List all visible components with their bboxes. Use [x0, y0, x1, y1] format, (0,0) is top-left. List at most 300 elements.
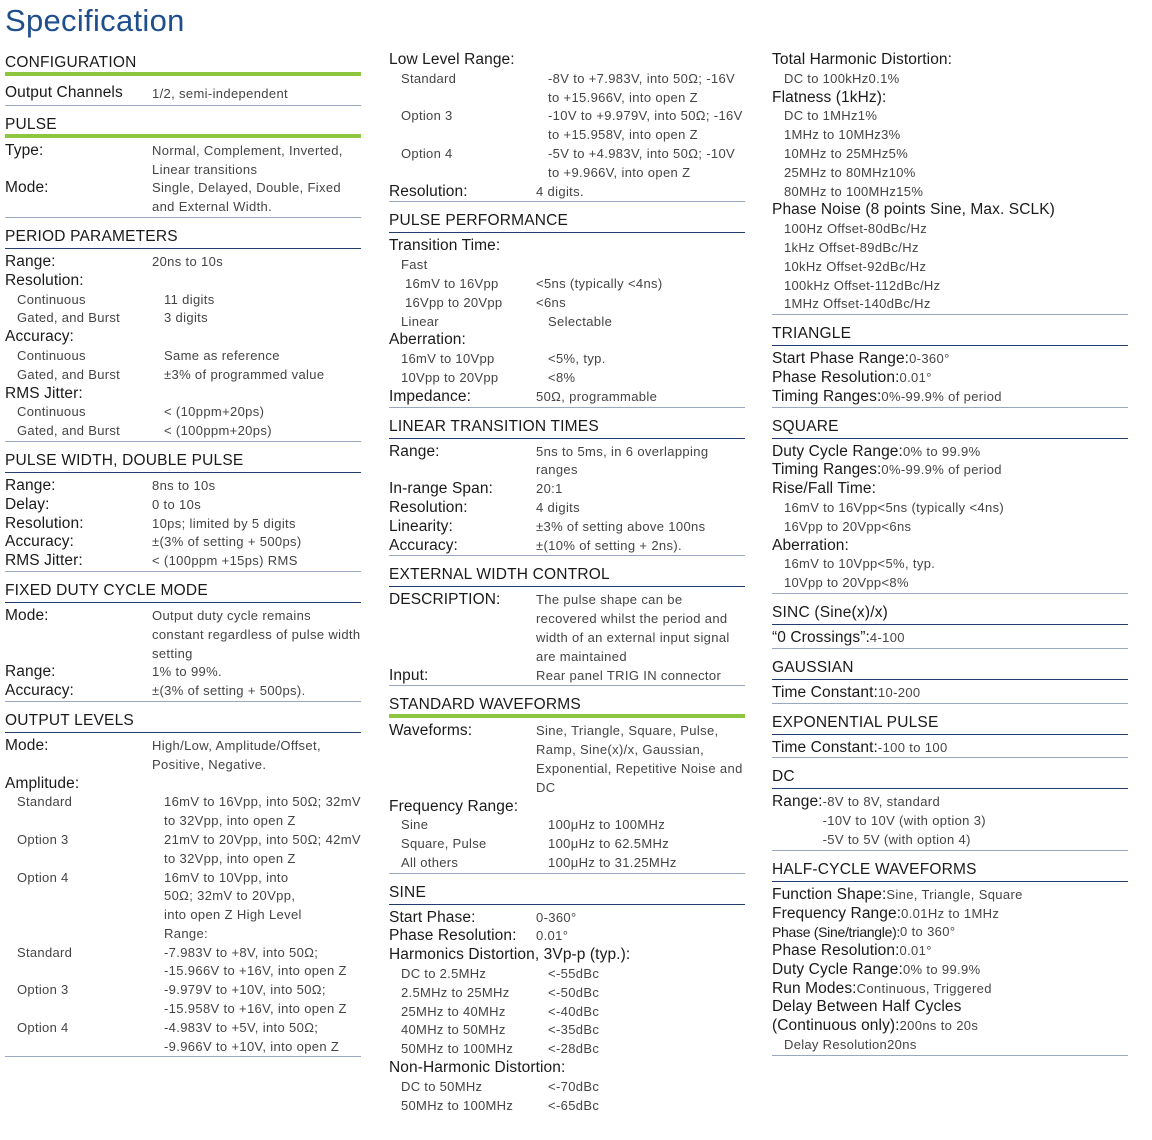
spec-row	[772, 277, 1128, 296]
spec-value: Same as reference	[164, 347, 280, 363]
spec-sublabel: Standard	[17, 794, 73, 810]
section-header-period: PERIOD PARAMETERS	[5, 224, 361, 249]
spec-row	[772, 998, 1128, 1017]
spec-label: Start Phase Range:	[772, 350, 910, 368]
spec-value: ±3% of programmed value	[164, 366, 325, 382]
spec-label: Frequency Range:	[389, 797, 519, 815]
spec-row	[772, 461, 1128, 480]
spec-row	[772, 183, 1128, 202]
spec-row	[389, 537, 745, 557]
spec-row	[772, 555, 1128, 574]
spec-sublabel: All others	[401, 854, 459, 870]
spec-sublabel: 10kHz Offset	[784, 258, 863, 274]
spec-sublabel: Delay Resolution	[784, 1037, 888, 1053]
spec-value: 0.1%	[868, 70, 900, 86]
spec-row	[389, 946, 745, 965]
section-header-gaussian: GAUSSIAN	[772, 655, 1128, 680]
spec-value: 0.01°	[899, 943, 932, 959]
spec-row	[5, 944, 361, 982]
spec-sublabel: Option 4	[17, 1019, 69, 1035]
spec-row	[5, 403, 361, 422]
spec-row	[772, 684, 1128, 704]
spec-row	[5, 869, 361, 944]
spec-value: 5ns to 5ms, in 6 overlapping ranges	[536, 443, 709, 478]
spec-sublabel: 50MHz to 100MHz	[401, 1097, 514, 1113]
spec-row	[772, 107, 1128, 126]
spec-row	[389, 350, 745, 369]
spec-value: 16mV to 10Vpp, into 50Ω; 32mV to 20Vpp, into open Z High Level Range:	[164, 869, 302, 941]
spec-sublabel: 16mV to 10Vpp	[784, 556, 878, 572]
spec-sublabel: 25MHz to 80MHz	[784, 164, 889, 180]
spec-value: 50Ω, programmable	[536, 388, 658, 404]
spec-row	[772, 980, 1128, 999]
spec-row	[389, 1059, 745, 1078]
spec-sublabel: Option 3	[17, 982, 69, 998]
spec-row	[389, 835, 745, 854]
spec-row	[772, 369, 1128, 388]
spec-row	[5, 552, 361, 572]
spec-label: Mode:	[5, 736, 49, 754]
section-header-external-width: EXTERNAL WIDTH CONTROL	[389, 562, 745, 587]
spec-value: <5%, typ.	[877, 556, 936, 572]
spec-row	[772, 388, 1128, 408]
spec-label: Transition Time:	[389, 237, 501, 255]
spec-label: Rise/Fall Time:	[772, 480, 876, 498]
spec-row	[5, 1019, 361, 1058]
spec-row	[389, 798, 745, 817]
spec-label: Resolution:	[389, 498, 468, 516]
spec-label: Range:	[5, 252, 56, 270]
spec-value: 0 to 10s	[152, 496, 202, 512]
spec-row	[772, 537, 1128, 556]
spec-row	[772, 145, 1128, 164]
spec-label: Output Channels	[5, 84, 123, 101]
spec-label: Aberration:	[772, 536, 849, 554]
spec-value: -7.983V to +8V, into 50Ω; -15.966V to +16V, into open Z	[164, 944, 347, 979]
spec-value: <-28dBc	[548, 1041, 600, 1057]
spec-value: 11 digits	[164, 291, 215, 307]
spec-row	[5, 366, 361, 385]
spec-sublabel: 100Hz Offset	[784, 221, 864, 237]
spec-row	[389, 256, 745, 275]
spec-value: 21mV to 20Vpp, into 50Ω; 42mV to 32Vpp, into open Z	[164, 831, 361, 866]
spec-value: Selectable	[548, 313, 613, 329]
spec-value: ±3% of setting above 100ns	[536, 518, 706, 534]
spec-value: High/Low, Amplitude/Offset, Positive, Negative.	[152, 737, 321, 772]
spec-sublabel: DC to 1MHz	[784, 108, 858, 124]
spec-value: 3 digits	[164, 310, 208, 326]
spec-sublabel: DC to 2.5MHz	[401, 966, 487, 982]
spec-sublabel: Continuous	[17, 404, 86, 420]
spec-label: Accuracy:	[5, 533, 74, 551]
spec-row	[389, 70, 745, 108]
spec-sublabel: Option 4	[17, 869, 69, 885]
spec-row	[389, 145, 745, 183]
spec-row	[772, 258, 1128, 277]
spec-value: 0% to 99.9%	[902, 961, 981, 977]
spec-value: Output duty cycle remains constant regardless of pulse width setting	[152, 607, 361, 661]
spec-value: 0.01°	[536, 928, 569, 944]
spec-row	[772, 201, 1128, 220]
spec-sublabel: Square, Pulse	[401, 836, 487, 852]
spec-sublabel: 40MHz to 50MHz	[401, 1022, 506, 1038]
spec-value: Single, Delayed, Double, Fixed and External Width.	[152, 180, 341, 215]
spec-label: In-range Span:	[389, 480, 493, 498]
spec-row	[389, 443, 745, 481]
spec-sublabel: 1MHz to 10MHz	[784, 127, 882, 143]
spec-row	[5, 385, 361, 404]
spec-row	[772, 629, 1128, 649]
spec-value: 16mV to 16Vpp, into 50Ω; 32mV to 32Vpp, into open Z	[164, 794, 361, 829]
spec-value: -9.979V to +10V, into 50Ω; -15.958V to +16V, into open Z	[164, 982, 347, 1017]
spec-label: Resolution:	[5, 271, 84, 289]
section-header-triangle: TRIANGLE	[772, 321, 1128, 346]
spec-sublabel: Continuous	[17, 347, 86, 363]
section-header-square: SQUARE	[772, 414, 1128, 439]
spec-row	[772, 1036, 1128, 1056]
spec-sublabel: DC to 50MHz	[401, 1078, 483, 1094]
spec-row	[5, 477, 361, 496]
spec-sublabel: Option 4	[401, 145, 453, 161]
spec-value: Rear panel TRIG IN connector	[536, 667, 722, 683]
column-1	[5, 50, 361, 1057]
spec-row	[389, 591, 745, 666]
spec-row	[389, 51, 745, 70]
spec-row	[5, 309, 361, 328]
spec-sublabel: Continuous	[17, 291, 86, 307]
spec-row	[772, 793, 1128, 850]
spec-value: <-55dBc	[548, 966, 600, 982]
spec-row	[389, 480, 745, 499]
spec-value: <-50dBc	[548, 984, 600, 1000]
spec-sublabel: Gated, and Burst	[17, 366, 121, 382]
spec-value: <8%	[881, 575, 909, 591]
spec-value: 0% to 99.9%	[902, 443, 981, 459]
spec-label: Mode:	[5, 606, 49, 624]
spec-label: Phase Resolution:	[772, 368, 900, 386]
spec-label: Resolution:	[5, 514, 84, 532]
spec-label: Accuracy:	[389, 536, 458, 554]
spec-row	[772, 739, 1128, 759]
section-header-pulse-width: PULSE WIDTH, DOUBLE PULSE	[5, 448, 361, 473]
spec-label: Timing Ranges:	[772, 387, 882, 405]
spec-row	[389, 1078, 745, 1097]
spec-row	[772, 942, 1128, 961]
spec-value: 8ns to 10s	[152, 477, 216, 493]
section-header-half-cycle: HALF-CYCLE WAVEFORMS	[772, 857, 1128, 882]
section-header-sine: SINE	[389, 880, 745, 905]
spec-label: Accuracy:	[5, 682, 74, 700]
spec-row	[389, 816, 745, 835]
spec-value: 10%	[888, 164, 916, 180]
spec-row	[772, 923, 1128, 942]
spec-value: ±(10% of setting + 2ns).	[536, 537, 682, 553]
section-header-standard-waveforms: STANDARD WAVEFORMS	[389, 692, 745, 718]
spec-row	[772, 295, 1128, 315]
spec-row	[5, 347, 361, 366]
page-title: Specification	[5, 3, 185, 38]
spec-row-mode	[5, 179, 361, 218]
spec-label: Accuracy:	[5, 328, 74, 346]
spec-value: -10V to +9.979V, into 50Ω; -16V to +15.958V, into open Z	[548, 108, 743, 143]
spec-value: 4 digits.	[536, 183, 584, 199]
spec-label: (Continuous only):	[772, 1017, 900, 1035]
spec-value: < (100ppm+20ps)	[164, 423, 272, 439]
spec-row	[5, 775, 361, 794]
spec-value: 4-100	[869, 629, 905, 645]
spec-row	[772, 220, 1128, 239]
spec-row	[389, 388, 745, 408]
section-header-pulse: PULSE	[5, 112, 361, 138]
spec-label: Range:	[772, 793, 823, 811]
spec-label: Range:	[389, 442, 440, 460]
section-header-configuration: CONFIGURATION	[5, 50, 361, 76]
spec-label: Phase Noise (8 points Sine, Max. SCLK)	[772, 201, 1055, 219]
spec-row	[772, 239, 1128, 258]
spec-value: 0-360°	[536, 909, 577, 925]
spec-row	[772, 499, 1128, 518]
spec-row	[389, 984, 745, 1003]
section-header-dc: DC	[772, 764, 1128, 789]
spec-row	[5, 682, 361, 702]
spec-row	[5, 737, 361, 775]
column-2	[389, 50, 745, 1115]
spec-row	[389, 369, 745, 388]
spec-label: Frequency Range:	[772, 904, 902, 922]
spec-value: The pulse shape can be recovered whilst the period and width of an external input signal are maintained	[536, 592, 730, 664]
spec-row	[772, 70, 1128, 89]
spec-value: 20ns to 10s	[152, 253, 224, 269]
spec-label: Phase Resolution:	[772, 942, 900, 960]
spec-sublabel: 16Vpp to 20Vpp	[784, 518, 882, 534]
spec-value: < (100ppm +15ps) RMS	[152, 553, 298, 569]
spec-row	[5, 793, 361, 831]
spec-value: 0 to 360°	[900, 924, 956, 940]
spec-value: 0%-99.9% of period	[881, 388, 1002, 404]
spec-value: 15%	[896, 183, 924, 199]
spec-value: 4 digits	[536, 499, 580, 515]
spec-label: Timing Ranges:	[772, 461, 882, 479]
spec-row	[389, 313, 745, 332]
spec-row	[5, 291, 361, 310]
spec-label: Phase Resolution:	[389, 927, 517, 945]
spec-value: <-40dBc	[548, 1003, 600, 1019]
spec-label: Start Phase:	[389, 908, 476, 926]
spec-label: Delay:	[5, 495, 50, 513]
section-header-output-levels: OUTPUT LEVELS	[5, 708, 361, 733]
spec-label: Mode:	[5, 179, 49, 197]
spec-row	[389, 1040, 745, 1059]
spec-sublabel: Fast	[401, 257, 428, 273]
section-header-sinc: SINC (Sine(x)/x)	[772, 600, 1128, 625]
spec-sublabel: Option 3	[17, 831, 69, 847]
section-header-linear-transition: LINEAR TRANSITION TIMES	[389, 414, 745, 439]
spec-label: Input:	[389, 666, 429, 684]
spec-label: RMS Jitter:	[5, 384, 83, 402]
spec-row	[772, 443, 1128, 462]
spec-row	[772, 518, 1128, 537]
spec-value-line: -8V to 8V, standard	[822, 794, 941, 810]
section-header-duty-cycle: FIXED DUTY CYCLE MODE	[5, 578, 361, 603]
spec-value: 3%	[881, 127, 901, 143]
spec-label: Range:	[5, 663, 56, 681]
spec-sublabel: 10Vpp to 20Vpp	[784, 575, 882, 591]
spec-row	[772, 1017, 1128, 1036]
spec-sublabel: Option 3	[401, 108, 453, 124]
spec-row	[389, 518, 745, 537]
spec-sublabel: 16mV to 16Vpp	[784, 499, 878, 515]
spec-value: -4.983V to +5V, into 50Ω; -9.966V to +10V, into open Z	[164, 1019, 340, 1054]
spec-row	[389, 667, 745, 687]
spec-label: Delay Between Half Cycles	[772, 998, 962, 1016]
spec-row	[389, 1021, 745, 1040]
spec-row	[5, 981, 361, 1019]
spec-value: 100μHz to 31.25MHz	[548, 854, 677, 870]
spec-row	[772, 905, 1128, 924]
spec-value: -5V to +4.983V, into 50Ω; -10V to +9.966V, into open Z	[548, 145, 736, 180]
spec-label: Non-Harmonic Distortion:	[389, 1059, 566, 1077]
spec-value: <-35dBc	[548, 1022, 600, 1038]
spec-value-line: -5V to 5V (with option 4)	[822, 831, 971, 847]
spec-label: Duty Cycle Range:	[772, 960, 903, 978]
spec-sublabel: 10MHz to 25MHz	[784, 145, 889, 161]
spec-value: Sine, Triangle, Square, Pulse, Ramp, Sine(x)/x, Gaussian, Exponential, Repetitive Noise and DC	[536, 723, 743, 795]
spec-sublabel: Standard	[17, 944, 73, 960]
spec-value: 10-200	[877, 684, 921, 700]
spec-value: ±(3% of setting + 500ps).	[152, 683, 306, 699]
spec-row	[389, 499, 745, 518]
spec-sublabel: Linear	[401, 313, 439, 329]
spec-row	[772, 164, 1128, 183]
spec-label: Aberration:	[389, 331, 466, 349]
spec-value: Sine, Triangle, Square	[886, 886, 1023, 902]
spec-row	[5, 607, 361, 663]
spec-row	[389, 107, 745, 145]
spec-value: <5ns (typically <4ns)	[536, 275, 663, 291]
spec-value: 5%	[888, 145, 909, 161]
spec-row	[389, 909, 745, 928]
spec-label: Function Shape:	[772, 885, 887, 903]
spec-value-line: -10V to 10V (with option 3)	[822, 813, 986, 829]
spec-row	[5, 253, 361, 272]
spec-value: -89dBc/Hz	[854, 239, 919, 255]
spec-sublabel: Standard	[401, 70, 457, 86]
spec-label: Amplitude:	[5, 774, 80, 792]
spec-value: -92dBc/Hz	[862, 258, 927, 274]
spec-value	[823, 793, 986, 849]
spec-label: Low Level Range:	[389, 51, 515, 68]
spec-value: 0.01Hz to 1MHz	[901, 905, 1000, 921]
spec-sublabel: 80MHz to 100MHz	[784, 183, 897, 199]
spec-label: Run Modes:	[772, 979, 857, 997]
spec-value: -112dBc/Hz	[870, 277, 941, 293]
spec-sublabel: 100kHz Offset	[784, 277, 871, 293]
spec-value: ±(3% of setting + 500ps)	[152, 534, 302, 550]
spec-sublabel: 1kHz Offset	[784, 239, 855, 255]
spec-value: 20:1	[536, 481, 563, 497]
spec-label: Waveforms:	[389, 722, 473, 740]
spec-value: -8V to +7.983V, into 50Ω; -16V to +15.966V, into open Z	[548, 70, 736, 105]
spec-row	[5, 328, 361, 347]
spec-value: <-70dBc	[548, 1078, 600, 1094]
spec-label: Total Harmonic Distortion:	[772, 51, 953, 68]
spec-row	[389, 854, 745, 874]
spec-label: DESCRIPTION:	[389, 591, 501, 609]
spec-row	[389, 275, 745, 294]
spec-value: 0%-99.9% of period	[881, 462, 1002, 478]
spec-label: Phase (Sine/triangle):	[772, 924, 901, 941]
spec-row-output-channels	[5, 80, 361, 106]
spec-value: <5%, typ.	[548, 351, 606, 367]
spec-label: Linearity:	[389, 517, 453, 535]
spec-row	[389, 237, 745, 256]
spec-value: < (10ppm+20ps)	[164, 404, 265, 420]
spec-label: Time Constant:	[772, 738, 878, 756]
spec-sublabel: 25MHz to 40MHz	[401, 1003, 506, 1019]
spec-sublabel: 1MHz Offset	[784, 296, 860, 312]
spec-row	[5, 663, 361, 682]
spec-sublabel: Gated, and Burst	[17, 423, 121, 439]
spec-row	[389, 927, 745, 946]
spec-value: 0-360°	[909, 351, 950, 367]
spec-value: Continuous, Triggered	[856, 980, 992, 996]
spec-value: 0.01°	[899, 369, 932, 385]
spec-label: “0 Crossings”:	[772, 628, 870, 646]
spec-sublabel: 16mV to 10Vpp	[401, 351, 495, 367]
spec-value: -100 to 100	[877, 739, 948, 755]
spec-row	[389, 183, 745, 203]
section-header-exponential: EXPONENTIAL PULSE	[772, 710, 1128, 735]
spec-value: -140dBc/Hz	[859, 296, 931, 312]
spec-label: Type:	[5, 141, 44, 159]
column-3	[772, 50, 1128, 1056]
spec-value: 200ns to 20s	[899, 1018, 979, 1034]
spec-row	[5, 272, 361, 291]
spec-value: Normal, Complement, Inverted, Linear transitions	[152, 142, 343, 177]
spec-value: <6ns	[536, 294, 566, 310]
spec-label: RMS Jitter:	[5, 552, 83, 570]
spec-row	[389, 1003, 745, 1022]
spec-row	[772, 480, 1128, 499]
spec-label: Harmonics Distortion, 3Vp-p (typ.):	[389, 946, 631, 964]
spec-row	[389, 294, 745, 313]
spec-value: -80dBc/Hz	[863, 221, 928, 237]
spec-row	[389, 722, 745, 797]
spec-row	[5, 533, 361, 552]
spec-value: 100μHz to 62.5MHz	[548, 836, 670, 852]
spec-row	[772, 574, 1128, 594]
spec-value: 1/2, semi-independent	[152, 86, 288, 101]
spec-row	[389, 965, 745, 984]
spec-label: Flatness (1kHz):	[772, 88, 887, 106]
spec-label: Impedance:	[389, 387, 471, 405]
spec-sublabel: Gated, and Burst	[17, 310, 121, 326]
spec-sublabel: DC to 100kHz	[784, 70, 869, 86]
spec-row	[772, 126, 1128, 145]
spec-row	[772, 89, 1128, 108]
spec-sublabel: 10Vpp to 20Vpp	[401, 369, 499, 385]
spec-value: <5ns (typically <4ns)	[877, 499, 1005, 515]
spec-row	[772, 51, 1128, 70]
spec-row	[5, 831, 361, 869]
spec-value: 1%	[857, 108, 878, 124]
spec-row	[772, 886, 1128, 905]
spec-sublabel: 50MHz to 100MHz	[401, 1041, 514, 1057]
spec-label: Duty Cycle Range:	[772, 442, 903, 460]
spec-row	[5, 496, 361, 515]
spec-sublabel: 16Vpp to 20Vpp	[405, 294, 503, 310]
spec-row-type	[5, 142, 361, 180]
